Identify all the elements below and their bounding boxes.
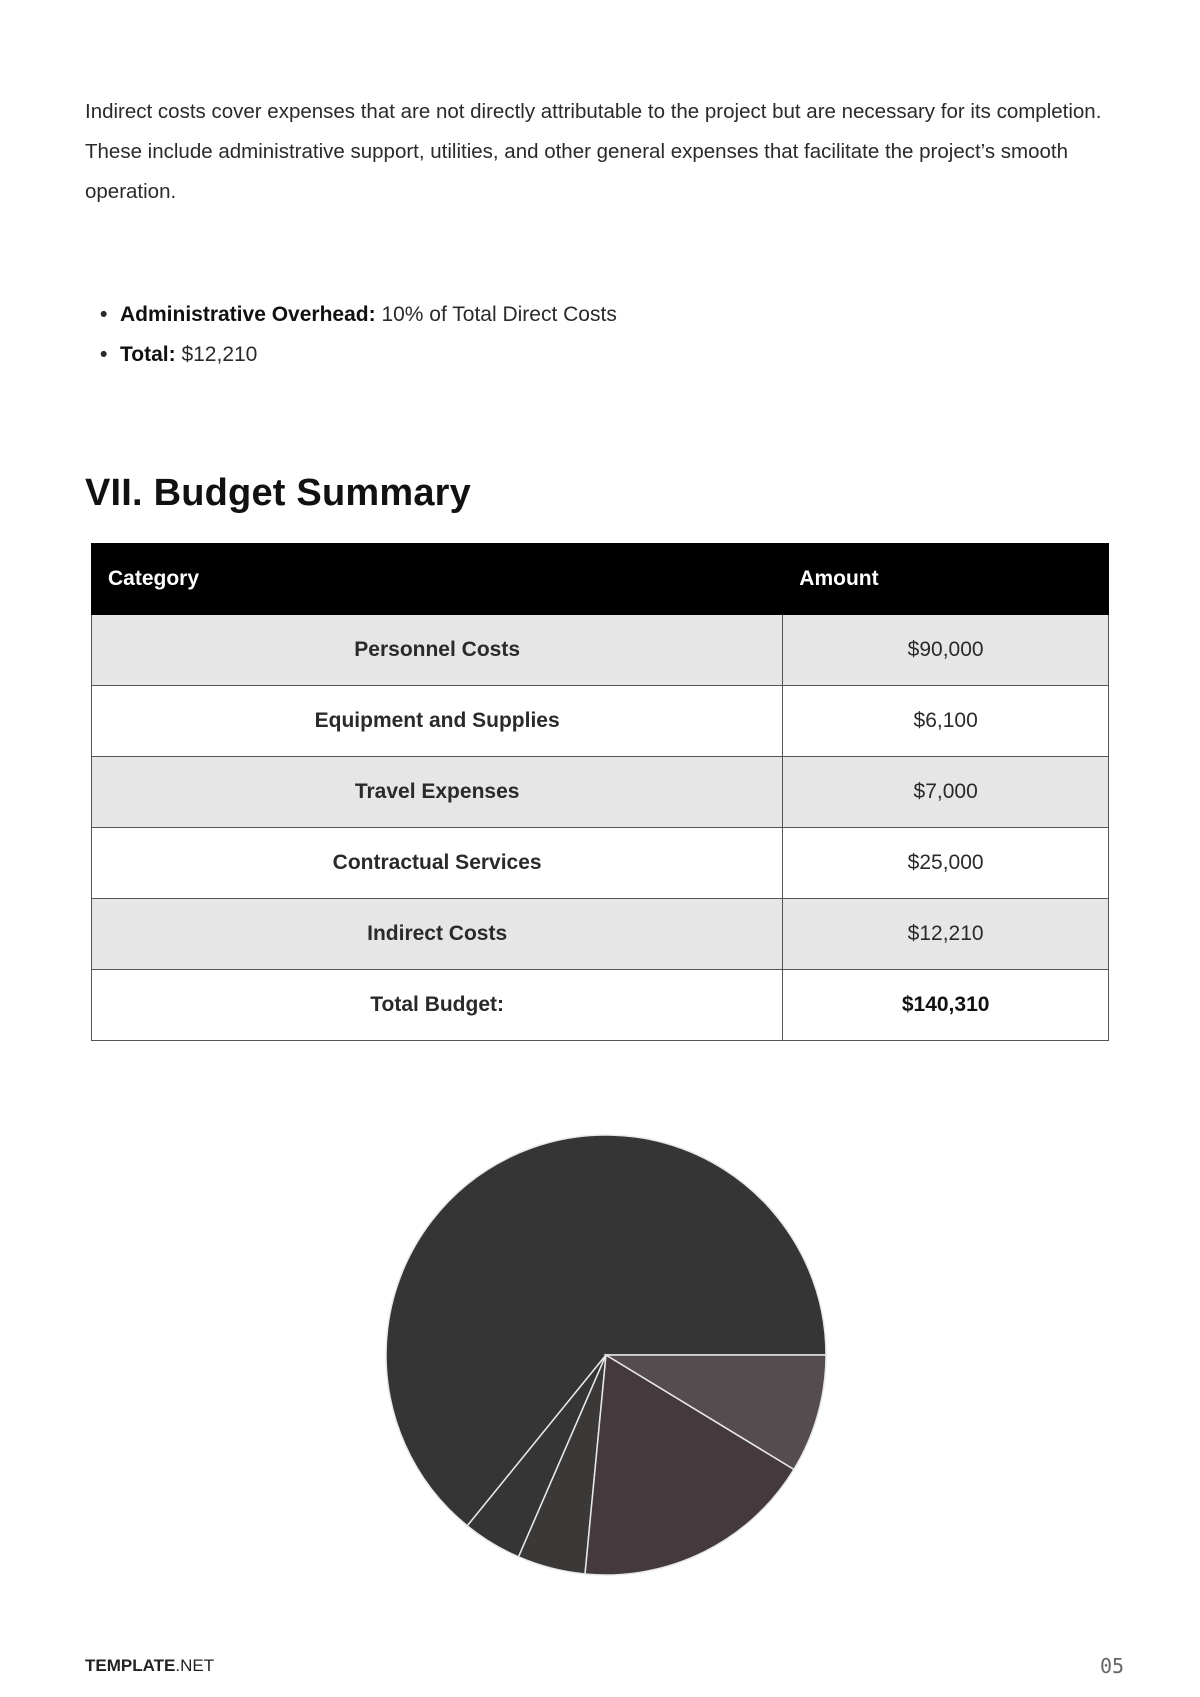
total-amount-cell: $140,310 — [783, 970, 1109, 1041]
list-item-label: Total: — [120, 343, 176, 366]
intro-paragraph: Indirect costs cover expenses that are not directly attributable to the project but are necessary for its completion. These include administrative support, utilities, and other general expenses that facilitate the project’s smooth operation. — [85, 100, 1102, 203]
column-header-category: Category — [92, 544, 783, 615]
amount-cell: $90,000 — [783, 615, 1109, 686]
brand-logo: TEMPLATE.NET — [85, 1656, 215, 1675]
budget-summary-table — [91, 543, 1109, 1041]
amount-cell: $7,000 — [783, 757, 1109, 828]
pie-chart-svg — [384, 1133, 828, 1577]
table-total-row — [92, 970, 1109, 1041]
list-item — [100, 295, 617, 335]
list-item-value: 10% of Total Direct Costs — [381, 303, 617, 326]
budget-pie-chart — [384, 1133, 828, 1577]
table-header-row — [92, 544, 1109, 615]
bullet-icon: • — [100, 303, 108, 326]
indirect-cost-list — [100, 295, 617, 375]
category-cell: Contractual Services — [92, 828, 783, 899]
amount-cell: $6,100 — [783, 686, 1109, 757]
column-header-amount: Amount — [783, 544, 1109, 615]
category-cell: Indirect Costs — [92, 899, 783, 970]
table-row — [92, 686, 1109, 757]
list-item — [100, 335, 617, 375]
amount-cell: $25,000 — [783, 828, 1109, 899]
page-number: 05 — [1100, 1654, 1125, 1678]
table-row — [92, 899, 1109, 970]
list-item-label: Administrative Overhead: — [120, 303, 376, 326]
category-cell: Equipment and Supplies — [92, 686, 783, 757]
section-title: VII. Budget Summary — [85, 472, 471, 514]
table-row — [92, 757, 1109, 828]
category-cell: Personnel Costs — [92, 615, 783, 686]
total-label-cell: Total Budget: — [92, 970, 783, 1041]
table-row — [92, 615, 1109, 686]
list-item-value: $12,210 — [181, 343, 258, 366]
bullet-icon: • — [100, 343, 108, 366]
amount-cell: $12,210 — [783, 899, 1109, 970]
table-row — [92, 828, 1109, 899]
category-cell: Travel Expenses — [92, 757, 783, 828]
